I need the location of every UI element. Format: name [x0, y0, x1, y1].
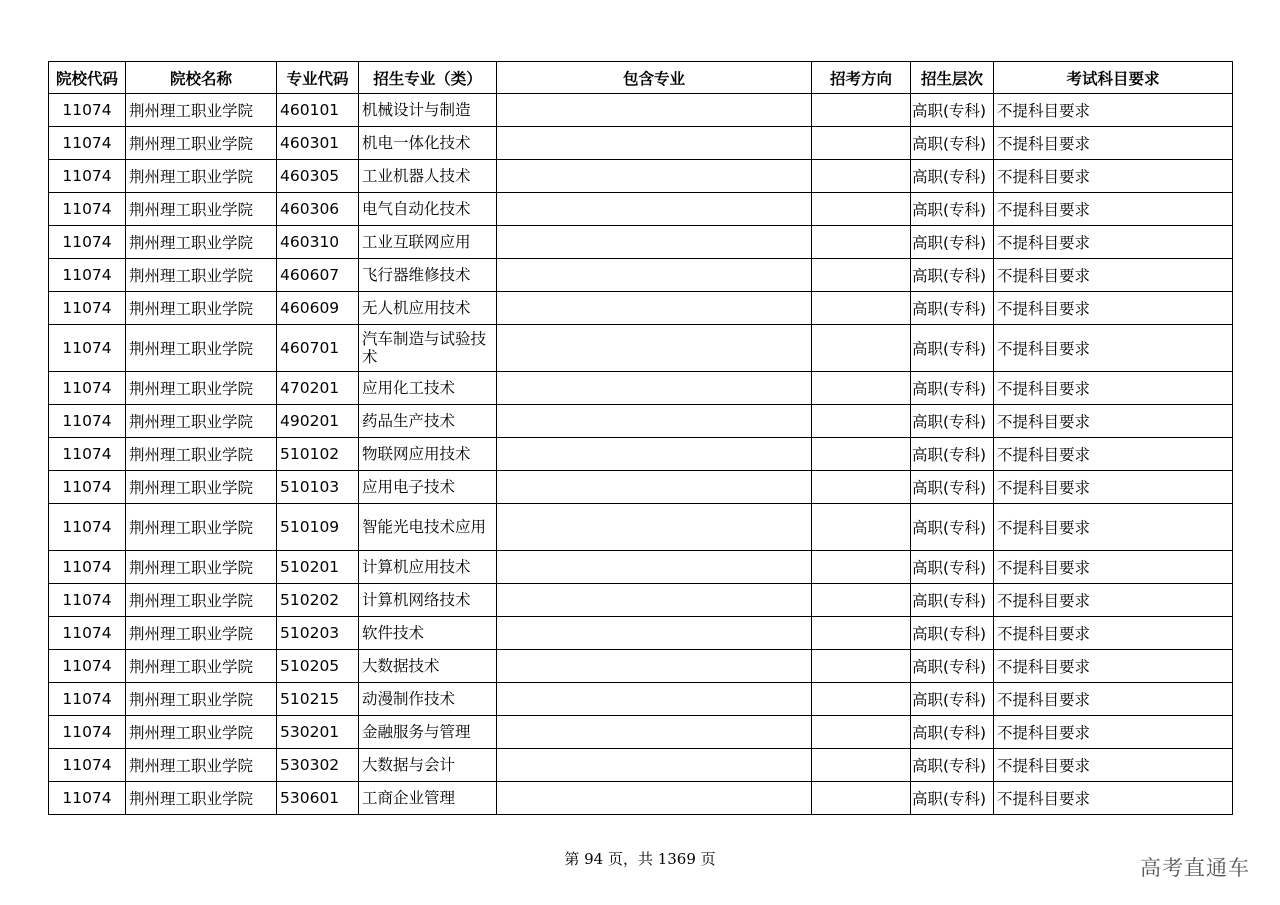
cell-major-code: 510109 — [277, 504, 359, 551]
cell-direction — [812, 782, 911, 815]
cell-major: 金融服务与管理 — [359, 716, 497, 749]
cell-major: 应用电子技术 — [359, 471, 497, 504]
table-row — [49, 617, 1233, 650]
cell-level: 高职(专科) — [911, 504, 994, 551]
cell-major: 无人机应用技术 — [359, 292, 497, 325]
cell-included-majors — [497, 782, 812, 815]
cell-major-code: 460301 — [277, 127, 359, 160]
cell-requirement: 不提科目要求 — [994, 782, 1233, 815]
header-row — [49, 62, 1233, 94]
cell-major: 飞行器维修技术 — [359, 259, 497, 292]
cell-level: 高职(专科) — [911, 127, 994, 160]
cell-major-code: 490201 — [277, 405, 359, 438]
cell-level: 高职(专科) — [911, 160, 994, 193]
cell-major-code: 510205 — [277, 650, 359, 683]
cell-major-code: 460101 — [277, 94, 359, 127]
cell-requirement: 不提科目要求 — [994, 226, 1233, 259]
cell-school-name: 荆州理工职业学院 — [126, 372, 277, 405]
table-row — [49, 551, 1233, 584]
cell-school-code: 11074 — [49, 193, 126, 226]
cell-school-code: 11074 — [49, 749, 126, 782]
cell-major-code: 460609 — [277, 292, 359, 325]
cell-major-code: 530302 — [277, 749, 359, 782]
cell-major-code: 510201 — [277, 551, 359, 584]
cell-major: 机电一体化技术 — [359, 127, 497, 160]
cell-included-majors — [497, 504, 812, 551]
cell-major: 软件技术 — [359, 617, 497, 650]
table-row — [49, 94, 1233, 127]
cell-school-name: 荆州理工职业学院 — [126, 226, 277, 259]
cell-requirement: 不提科目要求 — [994, 325, 1233, 372]
cell-major: 大数据与会计 — [359, 749, 497, 782]
cell-direction — [812, 259, 911, 292]
cell-major: 机械设计与制造 — [359, 94, 497, 127]
table-row — [49, 127, 1233, 160]
cell-major-code: 530601 — [277, 782, 359, 815]
cell-school-name: 荆州理工职业学院 — [126, 584, 277, 617]
cell-direction — [812, 617, 911, 650]
cell-school-name: 荆州理工职业学院 — [126, 504, 277, 551]
table-row — [49, 372, 1233, 405]
cell-major: 大数据技术 — [359, 650, 497, 683]
cell-requirement: 不提科目要求 — [994, 683, 1233, 716]
table-row — [49, 438, 1233, 471]
cell-included-majors — [497, 471, 812, 504]
cell-school-code: 11074 — [49, 127, 126, 160]
cell-direction — [812, 716, 911, 749]
page-number: 第 94 页，共 1369 页 — [564, 850, 716, 868]
cell-level: 高职(专科) — [911, 94, 994, 127]
cell-included-majors — [497, 650, 812, 683]
cell-school-code: 11074 — [49, 438, 126, 471]
cell-major: 物联网应用技术 — [359, 438, 497, 471]
cell-school-code: 11074 — [49, 405, 126, 438]
cell-included-majors — [497, 683, 812, 716]
cell-school-code: 11074 — [49, 471, 126, 504]
cell-requirement: 不提科目要求 — [994, 372, 1233, 405]
cell-major: 计算机网络技术 — [359, 584, 497, 617]
cell-major: 应用化工技术 — [359, 372, 497, 405]
cell-included-majors — [497, 292, 812, 325]
cell-school-name: 荆州理工职业学院 — [126, 617, 277, 650]
table-row — [49, 292, 1233, 325]
table-header — [49, 62, 1233, 94]
table-body — [49, 94, 1233, 815]
cell-requirement: 不提科目要求 — [994, 617, 1233, 650]
cell-school-name: 荆州理工职业学院 — [126, 650, 277, 683]
cell-school-name: 荆州理工职业学院 — [126, 471, 277, 504]
cell-requirement: 不提科目要求 — [994, 438, 1233, 471]
cell-major: 汽车制造与试验技术 — [359, 325, 497, 372]
table-row — [49, 471, 1233, 504]
cell-level: 高职(专科) — [911, 551, 994, 584]
table-row — [49, 405, 1233, 438]
table-row — [49, 226, 1233, 259]
table-row — [49, 650, 1233, 683]
header-school-name: 院校名称 — [126, 62, 277, 94]
cell-included-majors — [497, 226, 812, 259]
cell-level: 高职(专科) — [911, 372, 994, 405]
cell-school-name: 荆州理工职业学院 — [126, 259, 277, 292]
cell-included-majors — [497, 716, 812, 749]
header-direction: 招考方向 — [812, 62, 911, 94]
cell-direction — [812, 683, 911, 716]
cell-major: 电气自动化技术 — [359, 193, 497, 226]
cell-level: 高职(专科) — [911, 471, 994, 504]
cell-school-code: 11074 — [49, 617, 126, 650]
cell-school-code: 11074 — [49, 504, 126, 551]
cell-included-majors — [497, 94, 812, 127]
cell-requirement: 不提科目要求 — [994, 650, 1233, 683]
table-row — [49, 193, 1233, 226]
cell-requirement: 不提科目要求 — [994, 94, 1233, 127]
cell-major-code: 460607 — [277, 259, 359, 292]
cell-school-name: 荆州理工职业学院 — [126, 683, 277, 716]
cell-requirement: 不提科目要求 — [994, 405, 1233, 438]
cell-school-name: 荆州理工职业学院 — [126, 94, 277, 127]
cell-school-name: 荆州理工职业学院 — [126, 193, 277, 226]
header-included-majors: 包含专业 — [497, 62, 812, 94]
cell-major: 药品生产技术 — [359, 405, 497, 438]
cell-requirement: 不提科目要求 — [994, 716, 1233, 749]
cell-direction — [812, 584, 911, 617]
header-level: 招生层次 — [911, 62, 994, 94]
cell-school-code: 11074 — [49, 292, 126, 325]
table-row — [49, 160, 1233, 193]
cell-direction — [812, 160, 911, 193]
table-row — [49, 749, 1233, 782]
table-row — [49, 782, 1233, 815]
cell-school-name: 荆州理工职业学院 — [126, 127, 277, 160]
cell-included-majors — [497, 438, 812, 471]
cell-direction — [812, 94, 911, 127]
cell-school-code: 11074 — [49, 94, 126, 127]
table-row — [49, 584, 1233, 617]
header-requirement: 考试科目要求 — [994, 62, 1233, 94]
cell-direction — [812, 127, 911, 160]
cell-level: 高职(专科) — [911, 683, 994, 716]
cell-level: 高职(专科) — [911, 749, 994, 782]
cell-requirement: 不提科目要求 — [994, 584, 1233, 617]
cell-level: 高职(专科) — [911, 782, 994, 815]
cell-included-majors — [497, 551, 812, 584]
cell-major-code: 510202 — [277, 584, 359, 617]
cell-included-majors — [497, 372, 812, 405]
cell-level: 高职(专科) — [911, 226, 994, 259]
cell-direction — [812, 193, 911, 226]
cell-included-majors — [497, 405, 812, 438]
cell-school-name: 荆州理工职业学院 — [126, 782, 277, 815]
cell-school-code: 11074 — [49, 325, 126, 372]
cell-level: 高职(专科) — [911, 617, 994, 650]
cell-requirement: 不提科目要求 — [994, 127, 1233, 160]
cell-school-code: 11074 — [49, 259, 126, 292]
table-row — [49, 683, 1233, 716]
cell-requirement: 不提科目要求 — [994, 749, 1233, 782]
cell-direction — [812, 650, 911, 683]
cell-major-code: 470201 — [277, 372, 359, 405]
enrollment-table — [48, 61, 1233, 815]
cell-requirement: 不提科目要求 — [994, 471, 1233, 504]
cell-major: 工业机器人技术 — [359, 160, 497, 193]
cell-included-majors — [497, 160, 812, 193]
cell-major: 计算机应用技术 — [359, 551, 497, 584]
cell-included-majors — [497, 584, 812, 617]
cell-direction — [812, 504, 911, 551]
cell-requirement: 不提科目要求 — [994, 551, 1233, 584]
cell-level: 高职(专科) — [911, 716, 994, 749]
cell-level: 高职(专科) — [911, 650, 994, 683]
cell-school-code: 11074 — [49, 160, 126, 193]
cell-included-majors — [497, 127, 812, 160]
watermark: 高考直通车 — [1140, 856, 1250, 880]
table-row — [49, 716, 1233, 749]
cell-school-code: 11074 — [49, 650, 126, 683]
cell-major: 工商企业管理 — [359, 782, 497, 815]
cell-requirement: 不提科目要求 — [994, 504, 1233, 551]
cell-major: 动漫制作技术 — [359, 683, 497, 716]
cell-requirement: 不提科目要求 — [994, 160, 1233, 193]
cell-direction — [812, 471, 911, 504]
header-school-code: 院校代码 — [49, 62, 126, 94]
cell-requirement: 不提科目要求 — [994, 292, 1233, 325]
cell-major-code: 530201 — [277, 716, 359, 749]
cell-direction — [812, 325, 911, 372]
cell-level: 高职(专科) — [911, 193, 994, 226]
cell-major: 工业互联网应用 — [359, 226, 497, 259]
cell-level: 高职(专科) — [911, 584, 994, 617]
cell-school-name: 荆州理工职业学院 — [126, 551, 277, 584]
cell-requirement: 不提科目要求 — [994, 193, 1233, 226]
cell-major-code: 460701 — [277, 325, 359, 372]
cell-level: 高职(专科) — [911, 405, 994, 438]
cell-school-code: 11074 — [49, 716, 126, 749]
cell-major-code: 460305 — [277, 160, 359, 193]
cell-included-majors — [497, 749, 812, 782]
cell-direction — [812, 372, 911, 405]
cell-direction — [812, 438, 911, 471]
cell-included-majors — [497, 193, 812, 226]
table-row — [49, 504, 1233, 551]
table-row — [49, 259, 1233, 292]
cell-major-code: 510215 — [277, 683, 359, 716]
cell-major-code: 510102 — [277, 438, 359, 471]
cell-school-name: 荆州理工职业学院 — [126, 292, 277, 325]
cell-school-name: 荆州理工职业学院 — [126, 405, 277, 438]
cell-major-code: 460306 — [277, 193, 359, 226]
cell-included-majors — [497, 617, 812, 650]
cell-school-name: 荆州理工职业学院 — [126, 160, 277, 193]
cell-school-name: 荆州理工职业学院 — [126, 438, 277, 471]
cell-requirement: 不提科目要求 — [994, 259, 1233, 292]
cell-direction — [812, 749, 911, 782]
cell-school-name: 荆州理工职业学院 — [126, 716, 277, 749]
cell-school-code: 11074 — [49, 584, 126, 617]
cell-major: 智能光电技术应用 — [359, 504, 497, 551]
cell-level: 高职(专科) — [911, 292, 994, 325]
cell-major-code: 460310 — [277, 226, 359, 259]
cell-level: 高职(专科) — [911, 438, 994, 471]
cell-school-name: 荆州理工职业学院 — [126, 749, 277, 782]
cell-major-code: 510203 — [277, 617, 359, 650]
cell-major-code: 510103 — [277, 471, 359, 504]
cell-school-code: 11074 — [49, 551, 126, 584]
cell-level: 高职(专科) — [911, 325, 994, 372]
header-major: 招生专业（类） — [359, 62, 497, 94]
cell-school-code: 11074 — [49, 683, 126, 716]
cell-school-name: 荆州理工职业学院 — [126, 325, 277, 372]
cell-included-majors — [497, 259, 812, 292]
header-major-code: 专业代码 — [277, 62, 359, 94]
cell-direction — [812, 226, 911, 259]
table-row — [49, 325, 1233, 372]
cell-included-majors — [497, 325, 812, 372]
cell-school-code: 11074 — [49, 372, 126, 405]
cell-direction — [812, 551, 911, 584]
cell-school-code: 11074 — [49, 782, 126, 815]
cell-school-code: 11074 — [49, 226, 126, 259]
cell-direction — [812, 292, 911, 325]
cell-direction — [812, 405, 911, 438]
cell-level: 高职(专科) — [911, 259, 994, 292]
